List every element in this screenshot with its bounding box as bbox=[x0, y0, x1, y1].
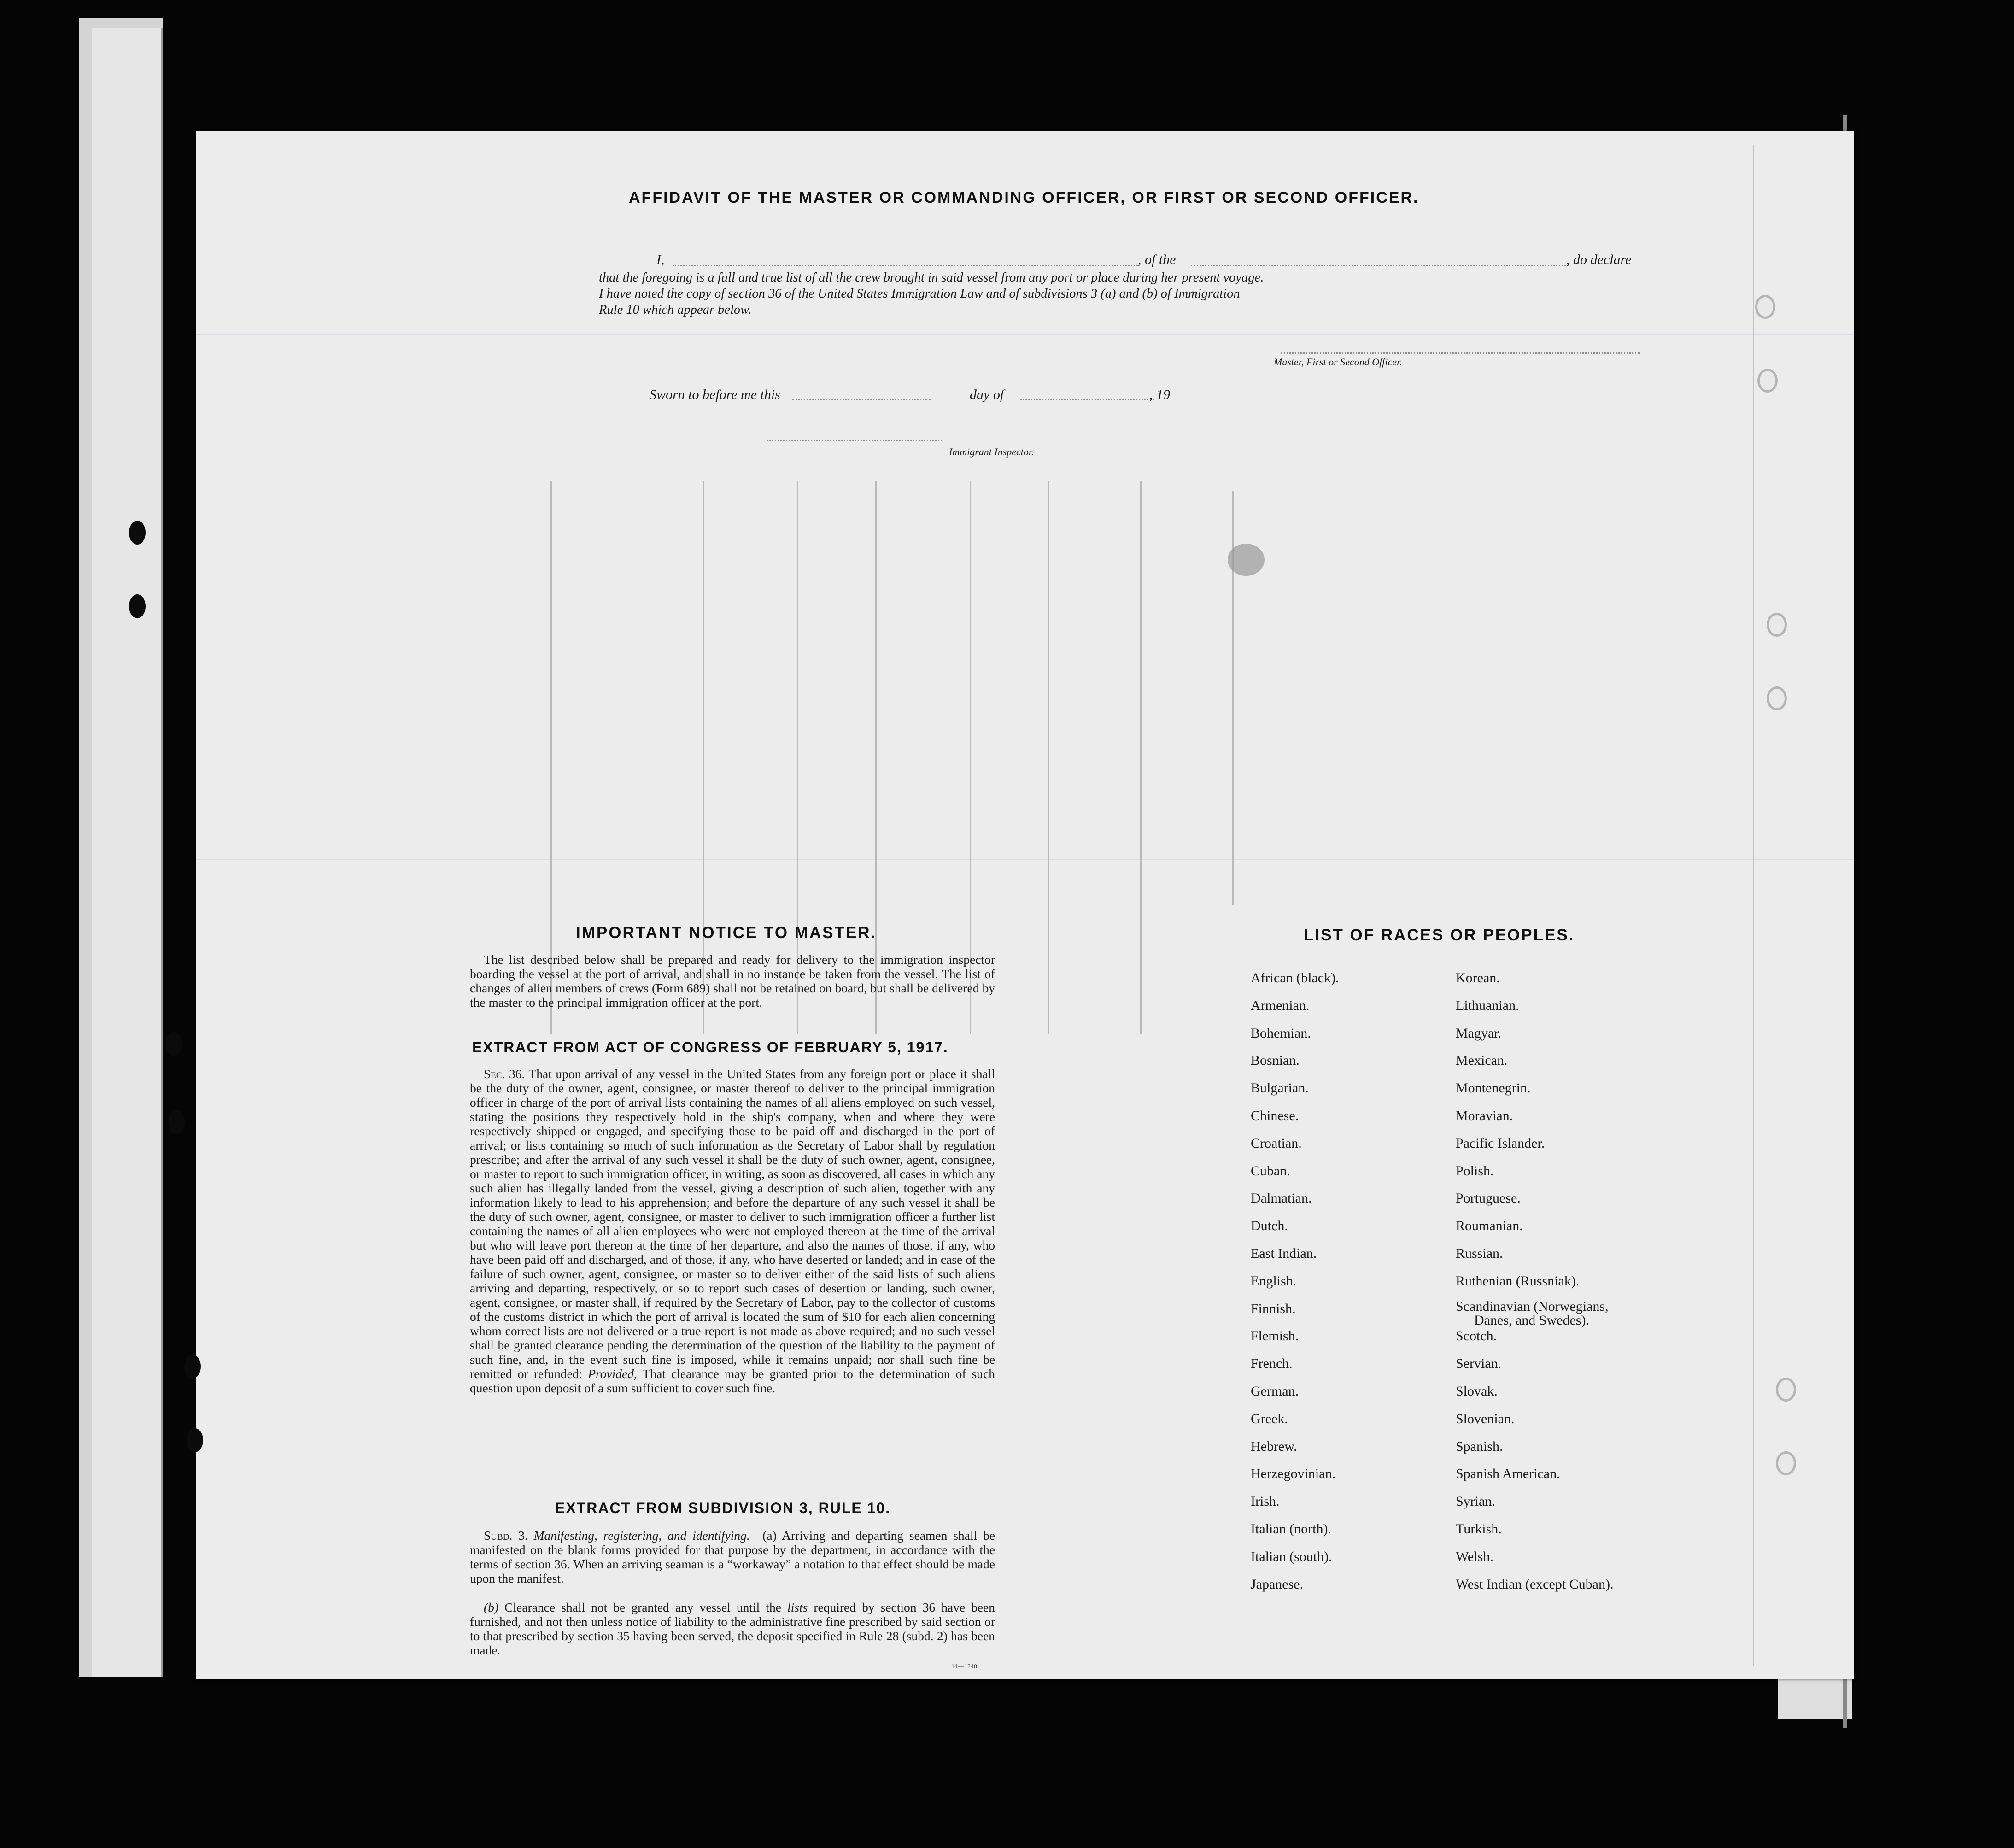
main-form-sheet bbox=[196, 131, 1854, 1679]
race-item: Greek. bbox=[1251, 1411, 1288, 1426]
blank-field-inspector-signature[interactable] bbox=[767, 440, 942, 441]
affidavit-line-i: I, bbox=[656, 252, 665, 267]
race-item: Croatian. bbox=[1251, 1135, 1302, 1151]
ink-smudge bbox=[1228, 544, 1265, 576]
subd-para-a: —(a) Arriving and departing seamen shall be manifested on the blank forms provided for that purpose by the department, in accordance with the terms of section 36. When an arriving seaman is a “workaway” a notation to that effect should be made upon the manifest. bbox=[470, 1528, 995, 1585]
affidavit-do-declare: , do declare bbox=[1566, 252, 1632, 267]
column-line bbox=[970, 481, 971, 1034]
race-item: Japanese. bbox=[1251, 1576, 1304, 1592]
race-item: Russian. bbox=[1456, 1245, 1503, 1261]
race-item: German. bbox=[1251, 1383, 1299, 1399]
race-item: Turkish. bbox=[1456, 1521, 1502, 1537]
punch-hole-ring bbox=[1757, 369, 1778, 393]
binder-hole bbox=[129, 521, 146, 545]
race-item: Bulgarian. bbox=[1251, 1080, 1309, 1096]
ruled-line bbox=[196, 334, 1854, 335]
punch-hole-ring bbox=[1755, 295, 1775, 319]
race-item: Slovenian. bbox=[1456, 1411, 1515, 1426]
race-item: Polish. bbox=[1456, 1163, 1494, 1179]
para-b-lists: lists bbox=[787, 1600, 808, 1614]
race-item: Italian (north). bbox=[1251, 1521, 1331, 1537]
binder-hole bbox=[168, 1110, 185, 1134]
master-signature-label: Master, First or Second Officer. bbox=[1274, 356, 1402, 368]
rule-extract-para-a bbox=[470, 1528, 995, 1585]
race-item: French. bbox=[1251, 1356, 1293, 1372]
race-item: Flemish. bbox=[1251, 1328, 1299, 1344]
race-item: Bohemian. bbox=[1251, 1025, 1311, 1041]
blank-field-sworn-day[interactable] bbox=[792, 399, 931, 400]
affidavit-of-the: , of the bbox=[1138, 252, 1176, 267]
race-item: Slovak. bbox=[1456, 1383, 1498, 1399]
race-item: Roumanian. bbox=[1456, 1218, 1523, 1234]
subd-title: Manifesting, registering, and identifying. bbox=[533, 1528, 750, 1543]
punch-hole-ring bbox=[1767, 686, 1787, 710]
blank-field-sworn-month[interactable] bbox=[1020, 399, 1154, 400]
act-extract-title: EXTRACT FROM ACT OF CONGRESS OF FEBRUARY 5, 1917. bbox=[472, 1039, 948, 1056]
race-item: Bosnian. bbox=[1251, 1053, 1300, 1068]
race-item-line: Scandinavian (Norwegians, bbox=[1456, 1298, 1609, 1314]
binder-hole bbox=[184, 1355, 201, 1379]
column-line bbox=[703, 481, 704, 1034]
punch-hole-ring bbox=[1767, 613, 1787, 637]
race-item: Syrian. bbox=[1456, 1494, 1495, 1509]
race-item: Scotch. bbox=[1456, 1328, 1497, 1344]
race-item: Ruthenian (Russniak). bbox=[1456, 1273, 1580, 1289]
affidavit-title: AFFIDAVIT OF THE MASTER OR COMMANDING OFFICER, OR FIRST OR SECOND OFFICER. bbox=[629, 189, 1419, 206]
race-item: English. bbox=[1251, 1273, 1297, 1289]
punch-hole-ring bbox=[1776, 1451, 1796, 1475]
race-item: East Indian. bbox=[1251, 1245, 1317, 1261]
race-item: Dalmatian. bbox=[1251, 1191, 1312, 1206]
column-line bbox=[797, 481, 798, 1034]
blank-field-master-signature[interactable] bbox=[1281, 352, 1640, 354]
races-column-2 bbox=[1456, 964, 1613, 1598]
race-item: Magyar. bbox=[1456, 1025, 1502, 1041]
day-of-label: day of bbox=[970, 387, 1004, 402]
binder-hole bbox=[187, 1428, 203, 1452]
para-b-text-2: required by section 36 have been furnished, and not then unless notice of liability to the administrative fine prescribed by said section or to that prescribed by section 35 having been served, the deposit specified in Rule 28 (subd. 2) has been made. bbox=[470, 1600, 995, 1657]
notice-body: The list described below shall be prepared and ready for delivery to the immigration inspector boarding the vessel at the port of arrival, and shall in no instance be taken from the vessel. The list of changes of alien members of crews (Form 689) shall not be retained on board, but shall be delivered by the master to the principal immigration officer at the port. bbox=[470, 952, 995, 1009]
year-label: , 19 bbox=[1149, 387, 1170, 402]
race-item: Korean. bbox=[1456, 970, 1500, 986]
race-item: Portuguese. bbox=[1456, 1191, 1521, 1206]
race-item: Chinese. bbox=[1251, 1108, 1299, 1123]
column-line bbox=[1753, 145, 1754, 1666]
column-line bbox=[1140, 481, 1142, 1034]
race-item: Welsh. bbox=[1456, 1549, 1493, 1564]
inspector-signature-label: Immigrant Inspector. bbox=[949, 446, 1034, 458]
para-b-text-1: Clearance shall not be granted any vessel until the bbox=[504, 1600, 781, 1614]
affidavit-line-4: Rule 10 which appear below. bbox=[599, 303, 752, 317]
race-item: Armenian. bbox=[1251, 997, 1310, 1013]
race-item: Italian (south). bbox=[1251, 1549, 1332, 1564]
punch-hole-ring bbox=[1776, 1378, 1796, 1402]
rule-extract-para-b bbox=[470, 1600, 995, 1657]
section-label: Sec. 36. bbox=[484, 1067, 525, 1081]
background-paper-left-strip bbox=[92, 28, 163, 1677]
race-item: Cuban. bbox=[1251, 1163, 1290, 1179]
affidavit-line-3: I have noted the copy of section 36 of the United States Immigration Law and of subdivisions 3 (a) and (b) of Immigration bbox=[599, 287, 1240, 301]
race-item: Spanish. bbox=[1456, 1438, 1503, 1454]
notice-title: IMPORTANT NOTICE TO MASTER. bbox=[576, 924, 877, 942]
para-b-label: (b) bbox=[484, 1600, 499, 1614]
race-item bbox=[1456, 1295, 1613, 1328]
race-item-line: Danes, and Swedes). bbox=[1474, 1312, 1589, 1328]
binder-hole bbox=[129, 594, 146, 618]
race-item: Hebrew. bbox=[1251, 1438, 1297, 1454]
race-item: Mexican. bbox=[1456, 1053, 1508, 1068]
blank-field-vessel[interactable] bbox=[1191, 265, 1569, 266]
blank-field-name[interactable] bbox=[673, 265, 1138, 266]
section-text: That upon arrival of any vessel in the United States from any foreign port or place it shall be the duty of the owner, agent, consignee, or master thereof to deliver to the principal immigration officer in charge of the port of arrival lists containing the names of all aliens employed on such vessel, stating the positions they respectively hold in the ship's company, when and where they were respectively shipped or engaged, and specifying those to be paid off and discharged in the port of arrival; or lists containing so much of such information as the Secretary of Labor shall by regulation prescribe; and after the arrival of any such vessel it shall be the duty of such owner, agent, consignee, or master to report to such immigration officer, in writing, as soon as discovered, all cases in which any such alien has illegally landed from the vessel, giving a description of such alien, together with any information likely to lead to his apprehension; and before the departure of any such vessel it shall be the duty of such owner, agent, consignee, or master to deliver to such immigration officer a further list containing the names of all alien employees who were not employed thereon at the time of the arrival but who will leave port thereon at the time of her departure, and also the names of those, if any, who have been paid off and discharged, and of those, if any, who have deserted or landed; and in case of the failure of such owner, agent, consignee, or master so to deliver either of the said lists of such aliens arriving and departing, respectively, or so to report such cases of desertion or landing, such owner, agent, consignee, or master shall, if required by the Secretary of Labor, pay to the collector of customs of the customs district in which the port of arrival is located the sum of $10 for each alien concerning whom correct lists are not delivered or a true report is not made as above required; and no such vessel shall be granted clearance pending the determination of the question of the liability to the payment of such fine, and, in the event such fine is imposed, while it remains unpaid; nor shall such fine be remitted or refunded: bbox=[470, 1067, 995, 1381]
race-item: Irish. bbox=[1251, 1494, 1280, 1509]
subd-label: Subd. 3. bbox=[484, 1528, 528, 1543]
race-item: West Indian (except Cuban). bbox=[1456, 1576, 1614, 1592]
race-item: African (black). bbox=[1251, 970, 1339, 986]
provided-word: Provided, bbox=[588, 1367, 637, 1381]
race-item: Spanish American. bbox=[1456, 1466, 1560, 1482]
column-line bbox=[550, 481, 552, 1034]
race-item: Pacific Islander. bbox=[1456, 1135, 1545, 1151]
race-item: Moravian. bbox=[1456, 1108, 1513, 1123]
binder-hole bbox=[166, 1032, 182, 1056]
rule-extract-title: EXTRACT FROM SUBDIVISION 3, RULE 10. bbox=[555, 1500, 891, 1516]
race-item: Montenegrin. bbox=[1456, 1080, 1531, 1096]
affidavit-line-2: that the foregoing is a full and true list of all the crew brought in said vessel from any port or place during her present voyage. bbox=[599, 270, 1264, 285]
form-number: 14—1240 bbox=[951, 1663, 977, 1670]
ruled-line bbox=[196, 859, 1854, 860]
race-item: Servian. bbox=[1456, 1356, 1502, 1372]
act-extract-body bbox=[470, 1067, 995, 1395]
races-column-1 bbox=[1251, 964, 1339, 1598]
race-item: Dutch. bbox=[1251, 1218, 1288, 1234]
sworn-label: Sworn to before me this bbox=[650, 387, 780, 402]
race-item: Finnish. bbox=[1251, 1301, 1296, 1316]
column-line bbox=[1048, 481, 1049, 1034]
section-text-end: That clearance may be granted prior to the determination of such question upon deposit of a sum sufficient to cover such fine. bbox=[470, 1367, 995, 1395]
race-item: Lithuanian. bbox=[1456, 997, 1519, 1013]
column-line bbox=[875, 481, 877, 1034]
race-item: Herzegovinian. bbox=[1251, 1466, 1336, 1482]
races-title: LIST OF RACES OR PEOPLES. bbox=[1304, 926, 1575, 944]
